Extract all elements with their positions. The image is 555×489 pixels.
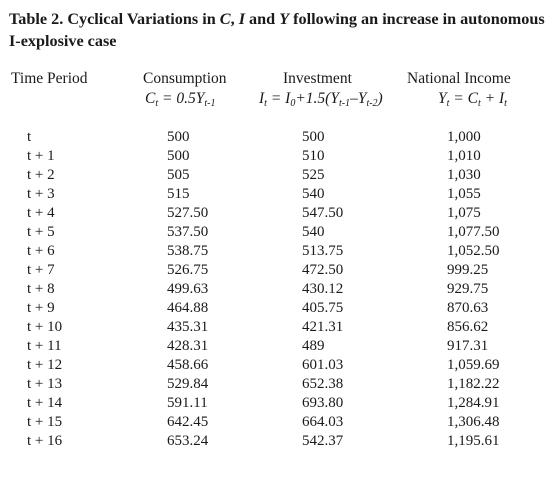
- cell-time: t + 13: [27, 376, 63, 392]
- table-row: [0, 375, 555, 394]
- cell-time: t + 9: [27, 300, 55, 316]
- cell-income: 1,059.69: [447, 357, 500, 373]
- cell-investment: 500: [302, 129, 325, 145]
- cell-income: 1,077.50: [447, 224, 500, 240]
- cell-investment: 664.03: [302, 414, 344, 430]
- cell-time: t + 4: [27, 205, 55, 221]
- cell-income: 999.25: [447, 262, 489, 278]
- table-row: [0, 261, 555, 280]
- cell-consumption: 435.31: [167, 319, 209, 335]
- table-row: [0, 318, 555, 337]
- table-row: [0, 204, 555, 223]
- cell-consumption: 642.45: [167, 414, 209, 430]
- table-body: [0, 128, 555, 451]
- cell-income: 1,052.50: [447, 243, 500, 259]
- cell-investment: 405.75: [302, 300, 344, 316]
- cell-time: t + 7: [27, 262, 55, 278]
- header-time-period: Time Period: [11, 70, 88, 87]
- cell-consumption: 526.75: [167, 262, 209, 278]
- cell-consumption: 499.63: [167, 281, 209, 297]
- cell-time: t + 12: [27, 357, 63, 373]
- cell-investment: 430.12: [302, 281, 344, 297]
- cell-investment: 540: [302, 186, 325, 202]
- cell-time: t: [27, 129, 32, 145]
- cell-consumption: 527.50: [167, 205, 209, 221]
- cell-income: 1,195.61: [447, 433, 500, 449]
- cell-investment: 693.80: [302, 395, 344, 411]
- cell-investment: 540: [302, 224, 325, 240]
- header-investment: Investment: [283, 70, 352, 87]
- formula-investment: $I_t = I_0+1.5(Y_{t-1}-Y_{t-2})$: [259, 90, 383, 109]
- table-row: [0, 356, 555, 375]
- cell-investment: 542.37: [302, 433, 344, 449]
- cell-time: t + 11: [27, 338, 62, 354]
- cell-time: t + 15: [27, 414, 63, 430]
- table-row: [0, 413, 555, 432]
- cell-consumption: 538.75: [167, 243, 209, 259]
- cell-time: t + 16: [27, 433, 63, 449]
- cell-investment: 601.03: [302, 357, 344, 373]
- cell-income: 1,010: [447, 148, 481, 164]
- cell-time: t + 10: [27, 319, 63, 335]
- table-row: [0, 147, 555, 166]
- cell-time: t + 6: [27, 243, 55, 259]
- table-row: [0, 128, 555, 147]
- cell-consumption: 529.84: [167, 376, 209, 392]
- table-title: Table 2. Cyclical Variations in C, I and Y following an increase in autonomous I-explosive case: [9, 10, 545, 50]
- cell-income: 1,055: [447, 186, 481, 202]
- formula-income: $Y_t = C_t + I_t$: [438, 90, 507, 109]
- cell-consumption: 591.11: [167, 395, 208, 411]
- cell-investment: 525: [302, 167, 325, 183]
- cell-income: 929.75: [447, 281, 489, 297]
- cell-income: 1,284.91: [447, 395, 500, 411]
- table-row: [0, 280, 555, 299]
- cell-investment: 510: [302, 148, 325, 164]
- table-row: [0, 299, 555, 318]
- cell-income: 1,075: [447, 205, 481, 221]
- cell-time: t + 5: [27, 224, 55, 240]
- cell-income: 870.63: [447, 300, 489, 316]
- cell-income: 1,000: [447, 129, 481, 145]
- cell-investment: 472.50: [302, 262, 344, 278]
- cell-consumption: 464.88: [167, 300, 209, 316]
- cell-investment: 513.75: [302, 243, 344, 259]
- table-row: [0, 185, 555, 204]
- header-national-income: National Income: [407, 70, 511, 87]
- cell-income: 1,306.48: [447, 414, 500, 430]
- cell-income: 1,030: [447, 167, 481, 183]
- table-row: [0, 432, 555, 451]
- table-row: [0, 166, 555, 185]
- cell-consumption: 505: [167, 167, 190, 183]
- cell-consumption: 458.66: [167, 357, 209, 373]
- cell-income: 1,182.22: [447, 376, 500, 392]
- cell-time: t + 8: [27, 281, 55, 297]
- table-row: [0, 394, 555, 413]
- table-row: [0, 223, 555, 242]
- formula-consumption: $C_t = 0.5Y_{t-1}$: [145, 90, 216, 109]
- cell-time: t + 2: [27, 167, 55, 183]
- cell-income: 856.62: [447, 319, 489, 335]
- cell-consumption: 653.24: [167, 433, 209, 449]
- cell-investment: 652.38: [302, 376, 344, 392]
- table-row: [0, 242, 555, 261]
- cell-income: 917.31: [447, 338, 489, 354]
- cell-consumption: 515: [167, 186, 190, 202]
- table-row: [0, 337, 555, 356]
- cell-time: t + 14: [27, 395, 63, 411]
- cell-investment: 547.50: [302, 205, 344, 221]
- cell-consumption: 500: [167, 129, 190, 145]
- header-consumption: Consumption: [143, 70, 227, 87]
- cell-investment: 489: [302, 338, 325, 354]
- cell-consumption: 500: [167, 148, 190, 164]
- cell-consumption: 428.31: [167, 338, 209, 354]
- cell-time: t + 3: [27, 186, 55, 202]
- cell-investment: 421.31: [302, 319, 344, 335]
- cell-consumption: 537.50: [167, 224, 209, 240]
- cell-time: t + 1: [27, 148, 55, 164]
